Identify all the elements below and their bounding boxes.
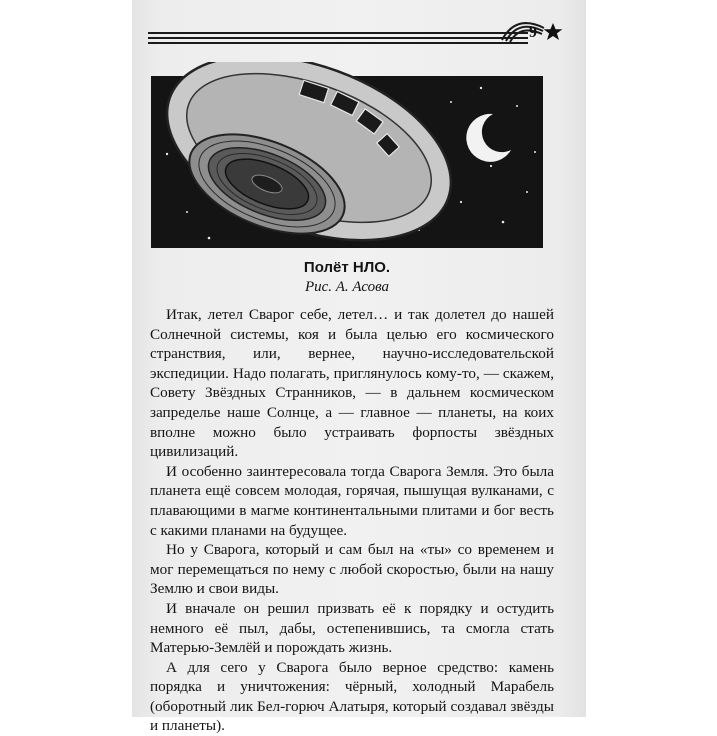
paragraph: Итак, летел Сварог себе, летел… и так долетел до нашей Солнечной системы, коя и была целью его космического странствия, или, вернее, научно-исследовательской экспедиции. Надо полагать, приглянулось кому-то, — скажем, Совету Звёздных Странников, — в дальнем космическом запределье наше Солнце, а — главное — планеты, на коих вполне можно было устраивать форпосты звёздных цивилизаций. xyxy=(150,306,554,461)
paragraph: А для сего у Сварога было верное средство: камень порядка и уничтожения: чёрный, холодный Марабель (оборотный лик Бел-горюч Алатыря, который создавал звёзды и планеты). xyxy=(150,658,554,735)
figure-caption-title: Полёт НЛО. xyxy=(303,259,391,276)
ufo-illustration xyxy=(151,62,543,248)
header-rule-bottom xyxy=(148,42,528,44)
paragraph: И вначале он решил призвать её к порядку и остудить немного её пыл, дабы, остепенившись, та смогла стать Матерью-Землёй и порождать жизнь. xyxy=(150,599,554,657)
page-header xyxy=(140,10,570,50)
paragraph: И особенно заинтересовала тогда Сварога Земля. Это была планета ещё совсем молодая, горячая, пышущая вулканами, с плавающими в магме континентальными плитами и бог весть с какими планами на будущее. xyxy=(150,462,554,539)
header-rule-top xyxy=(148,32,528,34)
figure-caption-credit: Рис. А. Асова xyxy=(304,279,390,295)
body-text xyxy=(150,305,554,736)
page-number: 9 xyxy=(529,24,537,41)
star-icon xyxy=(543,22,563,42)
header-rule-middle xyxy=(148,37,528,39)
paragraph: Но у Сварога, который и сам был на «ты» со временем и мог перемещаться по нему с любой скоростью, были на нашу Землю и свои виды. xyxy=(150,541,554,598)
